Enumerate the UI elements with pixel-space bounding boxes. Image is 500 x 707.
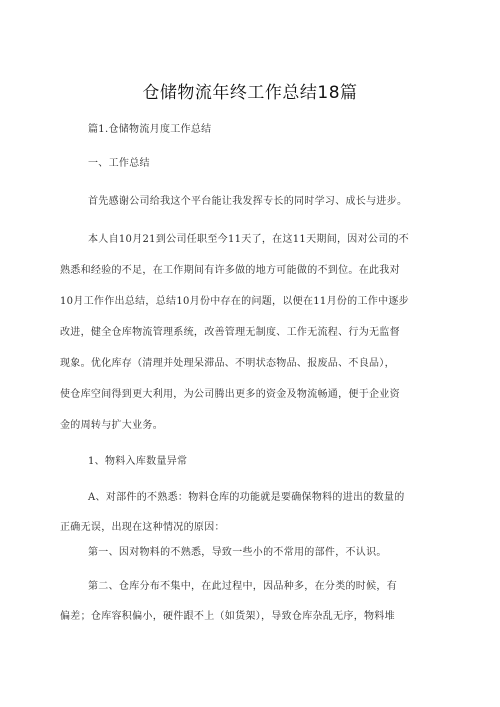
document-title: 仓储物流年终工作总结18篇 — [142, 83, 358, 103]
paragraph-line: 金的周转与扩大业务。 — [60, 420, 163, 431]
paragraph-line: 使仓库空间得到更大利用，为公司腾出更多的资金及物流畅通，便于企业资 — [60, 389, 400, 400]
paragraph-line: 正确无误，出现在这种情况的原因： — [60, 522, 225, 533]
subheading-work-summary: 一、工作总结 — [88, 158, 150, 169]
paragraph-line: 改进，健全仓库物流管理系统，改善管理无制度、工作无流程、行为无监督 — [60, 327, 400, 338]
paragraph-line: 熟悉和经验的不足，在工作期间有许多做的地方可能做的不到位。在此我对 — [60, 265, 400, 276]
paragraph-line: 偏差；仓库容积偏小，硬件跟不上（如货架），导致仓库杂乱无序，物料堆 — [60, 611, 395, 622]
paragraph-line: 现象。优化库存（清理并处理呆滞品、不明状态物品、报废品、不良品）， — [60, 358, 395, 369]
section-heading: 篇1.仓储物流月度工作总结 — [88, 124, 212, 135]
paragraph-line: 首先感谢公司给我这个平台能让我发挥专长的同时学习、成长与进步。 — [88, 196, 408, 207]
paragraph-line: 第二、仓库分布不集中，在此过程中，因品种多，在分类的时候，有 — [88, 581, 397, 592]
paragraph-line: 本人自10月21到公司任职至今11天了，在这11天期间，因对公司的不 — [88, 234, 410, 245]
paragraph-line: 10月工作作出总结，总结10月份中存在的问题，以便在11月份的工作中逐步 — [60, 296, 409, 307]
paragraph-line: A、对部件的不熟悉：物料仓库的功能就是要确保物料的进出的数量的 — [88, 492, 405, 503]
paragraph-line: 第一、因对物料的不熟悉，导致一些小的不常用的部件，不认识。 — [88, 547, 387, 558]
subheading-material-inbound: 1、物料入库数量异常 — [88, 456, 188, 467]
